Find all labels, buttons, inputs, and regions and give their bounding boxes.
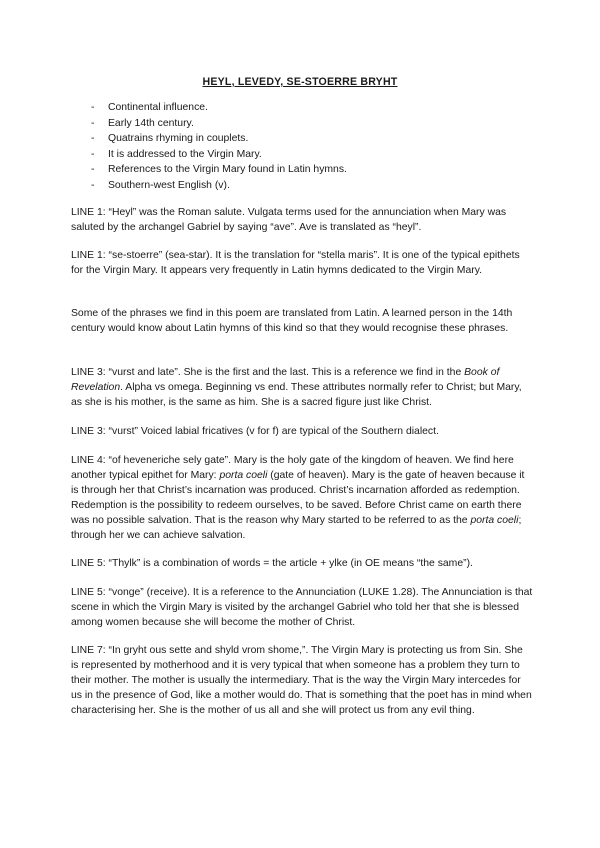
bullet-text: Early 14th century. [108,117,194,129]
paragraph-text: (gate of heaven). Mary is the gate of heaven because it is through her that Christ’s incarnation was produced. Christ’s incarnation afforded as redemption. Redemption is the possibility to redeem ourselves, to be saved. Before Christ came on earth there was no possible salvation. That is the reason why Mary started to be referred to as the [71,470,525,526]
paragraph-line7-gryht: LINE 7: “In gryht ous sette and shyld vrom shome,”. The Virgin Mary is protecting us from Sin. She is represented by motherhood and it is very typical that when someone has a problem they turn to their mother. The mother is usually the intermediary. That is the way the Virgin Mary intercedes for us in the presence of God, like a mother would do. That is something that the poet has in mind when characterising her. She is the mother of us all and she will protect us from any evil thing. [71,645,532,716]
bullet-marker: - [91,117,95,129]
paragraph-line5-vonge: LINE 5: “vonge” (receive). It is a reference to the Annunciation (LUKE 1.28). The Annunciation is that scene in which the Virgin Mary is visited by the archangel Gabriel who told her that she is blessed among women because she will become the mother of Christ. [71,587,533,628]
paragraph-text: LINE 4: “of heveneriche sely gate”. Mary is the holy gate of the kingdom of heaven. We find here another typical epithet for Mary: [71,455,514,481]
bullet-marker: - [91,133,95,144]
bullet-marker: - [91,148,95,160]
paragraph-latin-phrases: Some of the phrases we find in this poem are translated from Latin. A learned person in the 14th century would know about Latin hymns of this kind so that they would recognise these phrases. [71,308,513,334]
bullet-item [91,162,347,178]
paragraph-line1-heyl: LINE 1: “Heyl” was the Roman salute. Vulgata terms used for the annunciation when Mary was saluted by the archangel Gabriel by saying “ave”. Ave is translated as “heyl”. [71,207,507,233]
bullet-text: Quatrains rhyming in couplets. [108,133,249,144]
paragraph-text: LINE 3: “vurst and late”. She is the first and the last. This is a reference we find in the [71,367,465,378]
document-title: HEYL, LEVEDY, SE-STOERRE BRYHT [202,76,398,88]
book-title: Book of Revelation [71,367,500,393]
paragraph-line3-vurst: LINE 3: “vurst” Voiced labial fricatives (v for f) are typical of the Southern dialect. [71,426,439,437]
bullet-item [91,147,347,163]
bullet-marker: - [91,179,95,191]
bullet-text: References to the Virgin Mary found in Latin hymns. [108,164,347,175]
latin-term: porta coeli [470,515,519,526]
paragraph-line1-se-stoerre: LINE 1: “se-stoerre” (sea-star). It is the translation for “stella maris”. It is one of the typical epithets for the Virgin Mary. It appears very frequently in Latin hymns dedicated to the Virgin Mary. [71,250,520,276]
bullet-item [91,178,347,194]
bullet-text: Southern-west English (v). [108,179,230,191]
paragraph-text: ; through her we can achieve salvation. [71,515,522,541]
paragraph-line5-thylk: LINE 5: “Thylk” is a combination of words = the article + ylke (in OE means “the same”). [71,558,473,569]
bullet-item [91,131,347,147]
paragraph-text: . Alpha vs omega. Beginning vs end. These attributes normally refer to Christ; but Mary, as she is his mother, is the same as him. She is a sacred figure just like Christ. [71,382,522,408]
summary-bullet-list [91,100,347,193]
bullet-marker: - [91,102,95,113]
bullet-text: It is addressed to the Virgin Mary. [108,148,262,160]
latin-term: porta coeli [219,470,268,481]
bullet-item [91,116,347,132]
bullet-marker: - [91,164,95,175]
bullet-text: Continental influence. [108,102,208,113]
paragraph-line4-gate [71,453,533,543]
bullet-item [91,100,347,116]
paragraph-line3-vurst-and-late [71,365,533,410]
